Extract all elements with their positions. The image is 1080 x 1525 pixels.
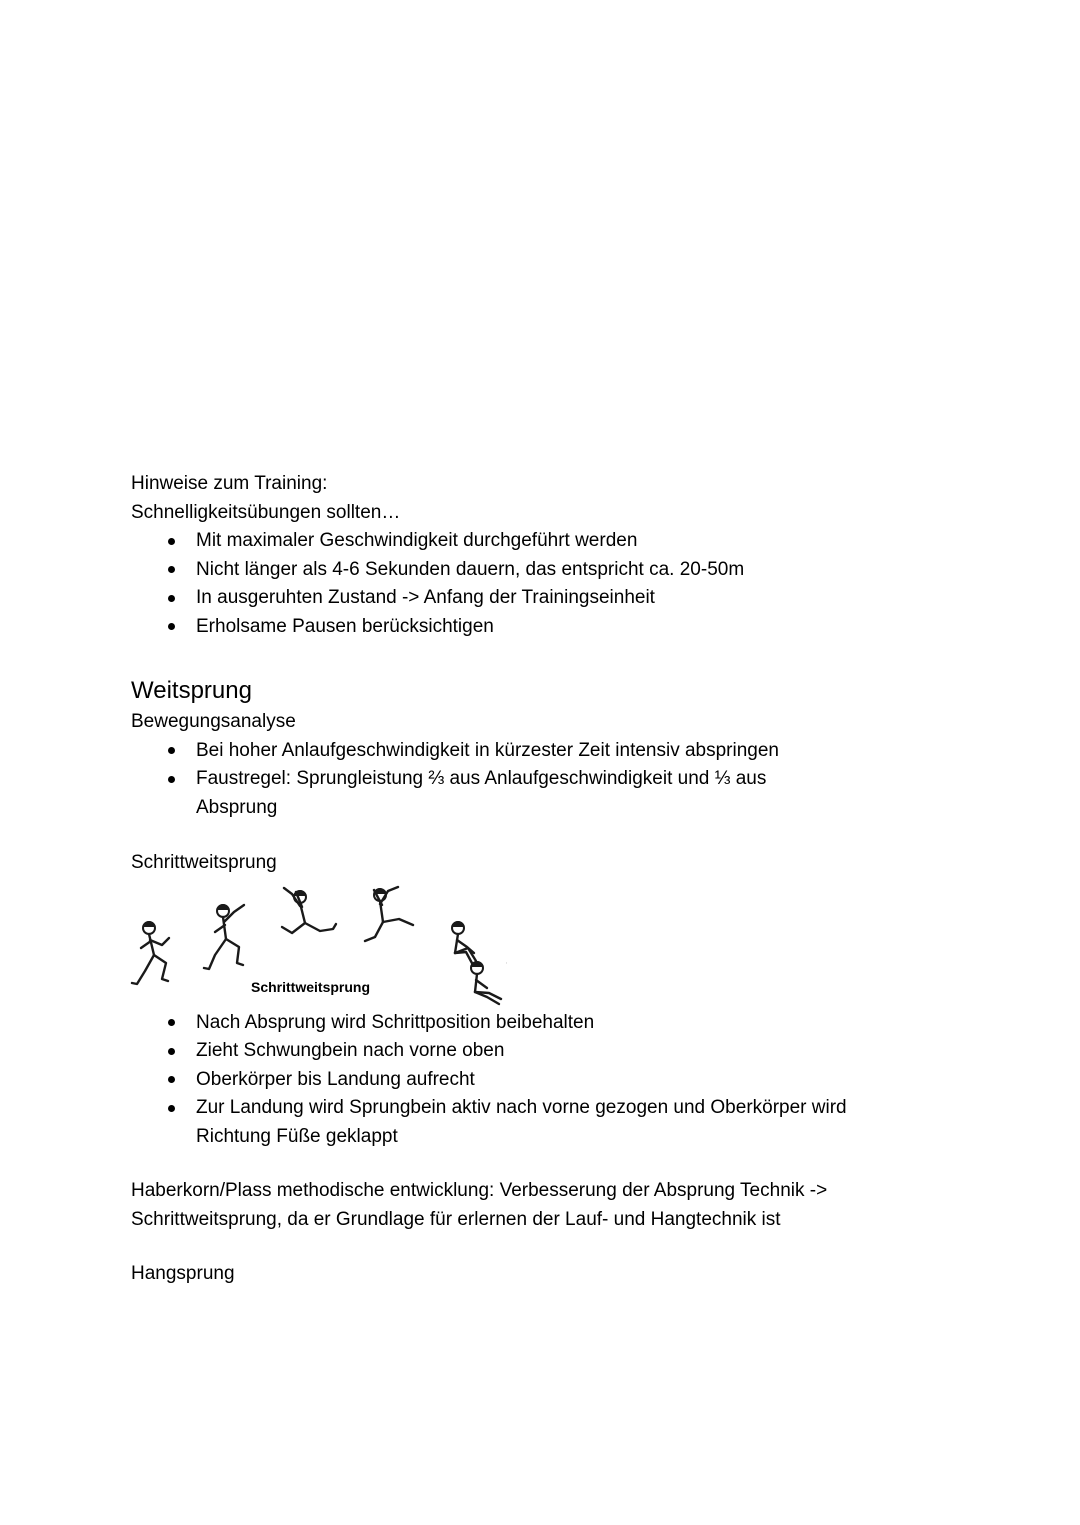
jumper-pose-run [132,921,169,984]
list-item-text: Oberkörper bis Landung aufrecht [196,1068,475,1090]
jumper-pose-swing [365,887,413,941]
weitsprung-subheading: Bewegungsanalyse [131,711,296,732]
list-item [131,556,951,585]
list-item [131,1037,951,1066]
haberkorn-note-line: Haberkorn/Plass methodische entwicklung: Verbesserung der Absprung Technik -> [131,1180,828,1201]
weitsprung-heading: Weitsprung [131,677,252,704]
list-item-text: Nicht länger als 4-6 Sekunden dauern, das entspricht ca. 20-50m [196,558,745,580]
training-notes-intro: Schnelligkeitsübungen sollten… [131,501,401,523]
list-item-text: Bei hoher Anlaufgeschwindigkeit in kürzester Zeit intensiv abspringen [196,739,779,761]
document-content [131,470,951,1289]
jumper-pose-tuck [452,921,476,965]
jumper-pose-seated [471,961,501,1004]
weitsprung-list [131,737,951,823]
figure-caption: Schrittweitsprung [251,978,371,995]
list-item [131,765,951,822]
list-item-text: Richtung Füße geklappt [196,1125,398,1147]
training-notes-list [131,527,951,641]
haberkorn-note-line: Schrittweitsprung, da er Grundlage für erlernen der Lauf- und Hangtechnik ist [131,1208,781,1230]
list-item-text: Zur Landung wird Sprungbein aktiv nach vorne gezogen und Oberkörper wird [196,1097,847,1118]
list-item [131,584,951,613]
schrittweitsprung-list [131,1009,951,1152]
list-item [131,1066,951,1095]
list-item [131,527,951,556]
list-item-text: Faustregel: Sprungleistung ⅔ aus Anlaufgeschwindigkeit und ⅓ aus [196,768,767,789]
list-item-text: In ausgeruhten Zustand -> Anfang der Trainingseinheit [196,587,655,608]
jump-sequence-figure [127,884,507,1009]
list-item [131,737,951,766]
list-item [131,1094,951,1151]
hangsprung-heading: Hangsprung [131,1263,235,1284]
haberkorn-note [131,1177,951,1234]
training-notes-title: Hinweise zum Training: [131,473,328,494]
jumper-pose-takeoff [204,904,244,969]
list-item-text: Absprung [196,796,278,818]
list-item-text: Nach Absprung wird Schrittposition beibehalten [196,1011,595,1033]
list-item-text: Zieht Schwungbein nach vorne oben [196,1040,505,1061]
list-item-text: Erholsame Pausen berücksichtigen [196,615,494,637]
jumper-pose-stride [282,888,336,933]
list-item-text: Mit maximaler Geschwindigkeit durchgeführt werden [196,530,638,551]
list-item [131,613,951,642]
list-item [131,1009,951,1038]
schrittweitsprung-heading: Schrittweitsprung [131,852,277,873]
